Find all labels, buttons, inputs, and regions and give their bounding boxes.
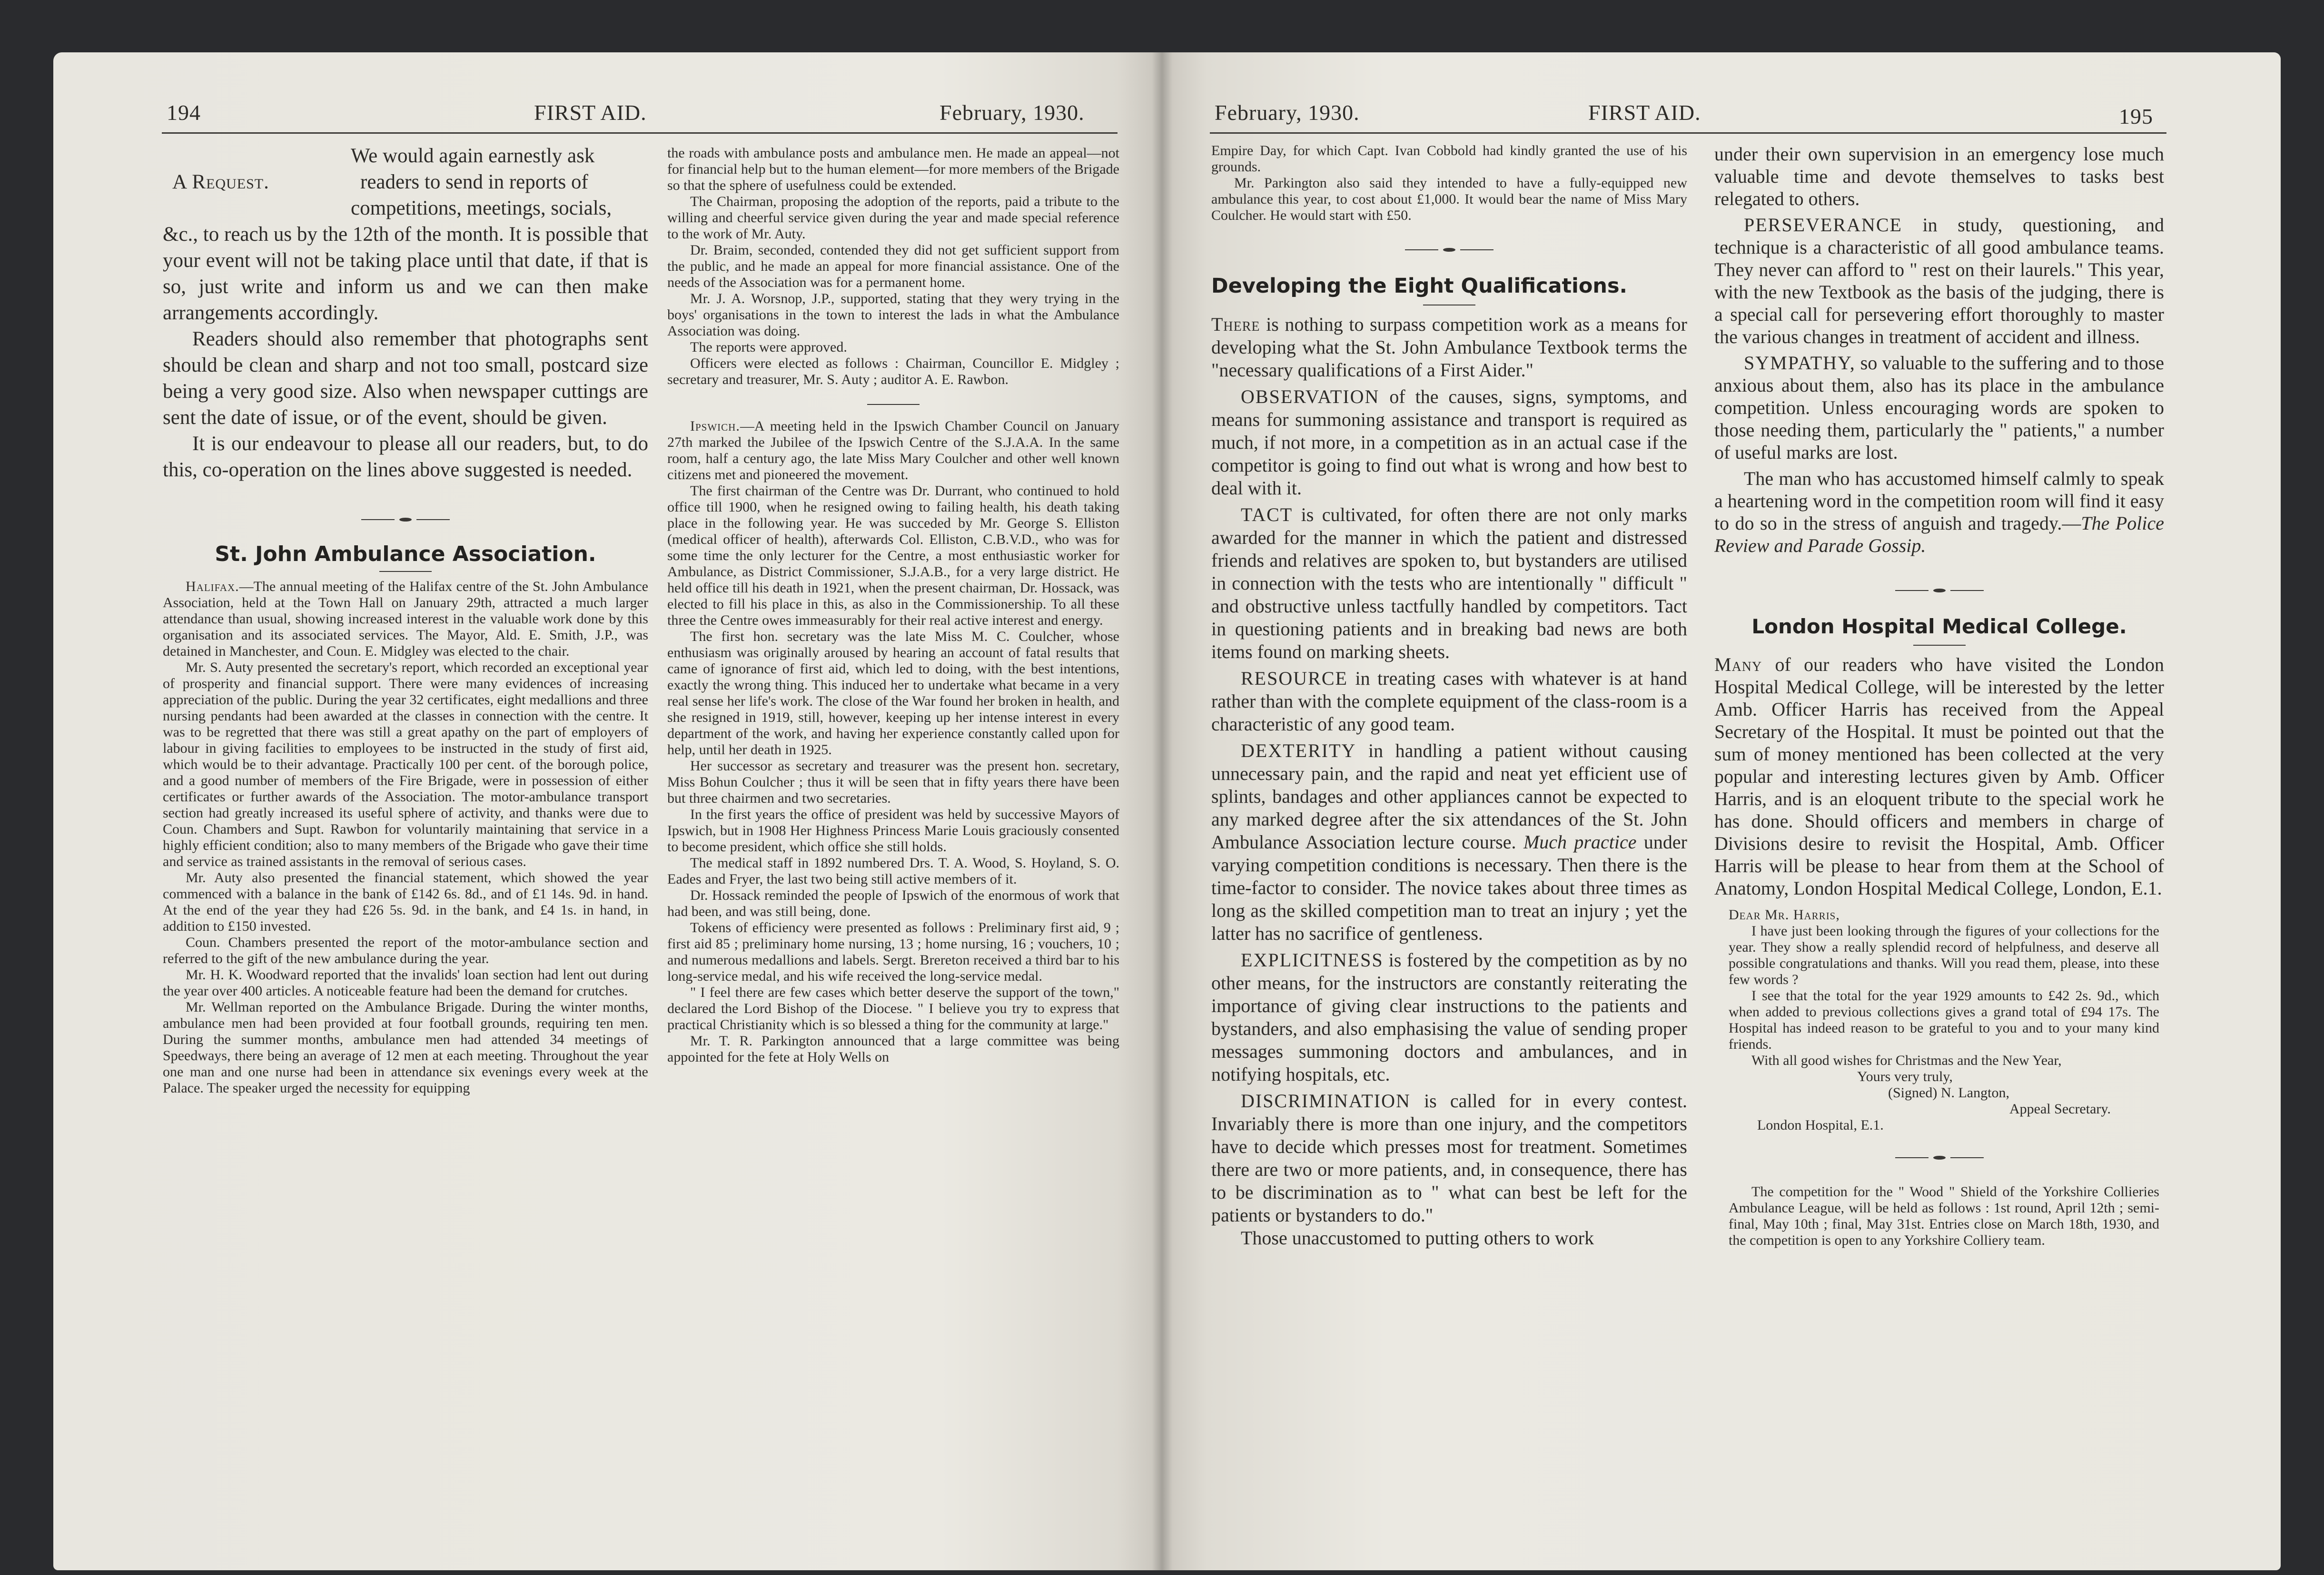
letter-signature: (Signed) N. Langton,	[1888, 1085, 2009, 1101]
request-photos: Readers should also remember that photographs sent should be clean and sharp and not too small, postcard size being a very good size. Also when newspaper cuttings are sent the date of issue, or of the event, should be given.	[163, 328, 648, 429]
tact-paragraph: is cultivated, for often there are not only marks awarded for the manner in which the patient and distressed friends and relatives are spoken to, but bystanders are utilised in connection with the tests who are intentionally " difficult " and obstructive unless tactfully handled by competitors. Tact in questioning patients and in breaking bad news are both items found on marking sheets.	[1211, 504, 1687, 662]
resource-word: RESOURCE	[1241, 668, 1348, 689]
heartening-paragraph: The man who has accustomed himself calmly to speak a heartening word in the competition room will find it easy to do so in the stress of anguish and tragedy.—	[1714, 468, 2164, 534]
brigade-report: Mr. Wellman reported on the Ambulance Brigade. During the winter months, ambulance men had been provided at four football grounds, requiring ten men. During the summer months, ambulance men had attended 34 meetings of Speedways, there being an average of 12 men at each meeting. Throughout the year one man and one nurse had been in attendance six evenings every week at the Palace. The speaker urged the necessity for equipping	[163, 999, 648, 1096]
unaccustomed-line: Those unaccustomed to putting others to work	[1241, 1227, 1594, 1249]
loan-section-report: Mr. H. K. Woodward reported that the invalids' loan section had lent out during the year over 400 articles. A noticeable feature had been the demand for crutches.	[163, 967, 648, 999]
parkington: Mr. T. R. Parkington announced that a large committee was being appointed for the fete at Holy Wells on	[667, 1033, 1119, 1065]
roads-paragraph: the roads with ambulance posts and ambulance men. He made an appeal—not for financial help but to the human element—for more members of the Brigade so that the sphere of usefulness could be extended.	[667, 145, 1119, 193]
sja-heading: St. John Ambulance Association.	[215, 542, 596, 566]
ipswich-label: Ipswich.	[690, 418, 740, 434]
financial-statement: Mr. Auty also presented the financial statement, which showed the year commenced with a balance in the bank of £142 6s. 8d., and of £1 14s. 9d. in hand. At the end of the year they had £26 5s. 9d. in the bank, and £4 1s. in hand, in addition to £150 invested.	[163, 870, 648, 934]
letter-para-1: I have just been looking through the figures of your collections for the year. They show a really splendid record of helpfulness, and deserve all possible congratulations and thanks. Will you read them, please, into these few words ?	[1729, 923, 2159, 987]
short-rule	[867, 404, 920, 405]
secretary-report: Mr. S. Auty presented the secretary's report, which recorded an exceptional year of prosperity and financial support. There were many evidences of increasing appreciation of the public. During the year 32 certificates, eight medallions and three nursing pendants had been awarded at the classes in connection with the centre. It was to be regretted that there was still a great apathy on the part of employers of labour in giving facilities to employees to be instructed in the study of first aid, which would be to their advantage. Practically 100 per cent. of the borough police, and a good number of members of the Fire Brigade, were in possession of either certificates or further awards of the Association. The motor-ambulance transport section had greatly increased its useful sphere of activity, and thanks were due to Coun. Chambers and Supt. Rawbon for voluntarily maintaining that service in a highly efficient condition; also to many members of the Brigade who gave their time and service as trained assistants in the removal of serious cases.	[163, 660, 648, 869]
page-date: February, 1930.	[1215, 100, 1360, 125]
left-column-2	[667, 145, 1119, 1065]
discrimination-word: DISCRIMINATION	[1241, 1090, 1411, 1112]
empire-day: Empire Day, for which Capt. Ivan Cobbold had kindly granted the use of his grounds.	[1211, 143, 1687, 175]
hossack: Dr. Hossack reminded the people of Ipswich of the enormous of work that had been, and was still being, done.	[667, 887, 1119, 919]
first-chairman: The first chairman of the Centre was Dr. Durrant, who continued to hold office till 1900, when he resigned owing to failing health, his death taking place in the following year. He was succeded by Mr. George S. Elliston (medical officer of health), afterwards Col. Elliston, C.B.V.D., who was for some time the only lecturer for the Centre, a most enthusiastic worker for Ambulance, as District Commissioner, S.J.A.B., for a very large district. He held office till his death in 1921, when the present chairman, Dr. Hossack, was elected to fill his place in this, as also in the Commissionership. To all these three the Centre owes immeasurably for their real active interest and energy.	[667, 483, 1119, 628]
letter-address: London Hospital, E.1.	[1757, 1117, 1884, 1133]
reports-approved: The reports were approved.	[690, 339, 847, 355]
successor: Her successor as secretary and treasurer was the present hon. secretary, Miss Bohun Coulcher ; thus it will be seen that in fifty years there have been but three chairmen and two secretaries.	[667, 758, 1119, 806]
discrimination-paragraph: is called for in every contest. Invariably there is more than one injury, and the competitors have to decide which presses most for treatment. Sometimes there are two or more patients, and, in consequence, there has to be discrimination as to " what can best be left for the patients or bystanders to do."	[1211, 1090, 1687, 1226]
page-date: February, 1930.	[939, 100, 1085, 125]
braim-paragraph: Dr. Braim, seconded, contended they did not get sufficient support from the public, and he made an appeal for more financial assistance. One of the needs of the Association was for a permanent home.	[667, 242, 1119, 290]
halifax-label: Halifax.	[186, 579, 239, 594]
letter-para-2: I see that the total for the year 1929 amounts to £42 2s. 9d., which when added to previous collections gives a grand total of £94 17s. The Hospital has indeed reason to be grateful to you and to your many kind friends.	[1729, 988, 2159, 1052]
request-rest: &c., to reach us by the 12th of the month. It is possible that your event will not be taking place until that date, if that is so, just write and inform us and we can then make arrangements accordingly.	[163, 223, 648, 324]
left-column-1	[163, 140, 648, 1096]
short-rule	[379, 571, 432, 572]
running-title: FIRST AID.	[534, 100, 647, 125]
ornament-divider	[1714, 581, 2164, 599]
left-page	[53, 52, 1162, 1570]
ipswich-meeting: —A meeting held in the Ipswich Chamber Council on January 27th marked the Jubilee of the Ipswich Centre of the S.J.A.A. In the same room, half a century ago, the late Miss Mary Coulcher and other well known citizens met and pioneered the movement.	[667, 418, 1119, 482]
supervision-paragraph: under their own supervision in an emergency lose much valuable time and devote themselves to tasks best relegated to others.	[1714, 143, 2164, 209]
ornament-divider	[163, 510, 648, 528]
letter-para-3: With all good wishes for Christmas and the New Year,	[1751, 1053, 2062, 1068]
request-line-2: readers to send in reports of	[360, 171, 588, 193]
qualifications-heading: Developing the Eight Qualifications.	[1211, 274, 1627, 298]
london-hospital-paragraph: of our readers who have visited the London Hospital Medical College, will be interested by the letter Amb. Officer Harris has received from the Appeal Secretary of the Hospital. It must be pointed out that the sum of money mentioned has been collected at the very popular and interesting lectures given by Amb. Officer Harris, and is an eloquent tribute to the special work he has done. Should officers and members in charge of Divisions desire to revisit the Hospital, Amb. Officer Harris will be please to hear from them at the School of Anatomy, London Hospital Medical College, London, E.1.	[1714, 654, 2164, 899]
perseverance-paragraph: in study, questioning, and technique is a characteristic of all good ambulance teams. They never can afford to " rest on their laurels." This year, with the new Textbook as the basis of the judging, there is a special call for persevering effort thoroughly to master the various changes in treatment of accident and illness.	[1714, 214, 2164, 347]
there-word: There	[1211, 314, 1260, 335]
officers-elected: Officers were elected as follows : Chairman, Councillor E. Midgley ; secretary and treasurer, Mr. S. Auty ; auditor A. E. Rawbon.	[667, 355, 1119, 387]
right-column-2	[1714, 143, 2164, 1249]
header-rule	[1210, 132, 2166, 134]
letter-title: Appeal Secretary.	[2009, 1101, 2111, 1117]
running-title: FIRST AID.	[1588, 100, 1701, 125]
medical-staff: The medical staff in 1892 numbered Drs. T. A. Wood, S. Hoyland, S. O. Eades and Fryer, the last two being still active members of it.	[667, 855, 1119, 887]
right-column-1	[1211, 143, 1687, 1250]
header-rule	[162, 132, 1117, 134]
perseverance-word: PERSEVERANCE	[1744, 214, 1902, 236]
wood-shield-notice: The competition for the " Wood " Shield of the Yorkshire Collieries Ambulance League, will be held as follows : 1st round, April 12th ; semi-final, May 10th ; final, May 31st. Entries close on March 18th, 1930, and the competition is open to any Yorkshire Colliery team.	[1729, 1184, 2159, 1248]
dexterity-word: DEXTERITY	[1241, 740, 1356, 761]
letter-close-1: Yours very truly,	[1857, 1069, 1953, 1084]
observation-paragraph: of the causes, signs, symptoms, and means for summoning assistance and transport is required as much, if not more, in a competition as in an actual case if the competitor is going to find out what is wrong and how best to deal with it.	[1211, 386, 1687, 499]
short-rule	[1913, 645, 1966, 646]
explicitness-word: EXPLICITNESS	[1241, 949, 1384, 971]
book-gutter	[1152, 52, 1173, 1570]
letter-salutation: Dear Mr. Harris,	[1729, 907, 1840, 923]
bishop-quote: " I feel there are few cases which better deserve the support of the town," declared the Lord Bishop of the Diocese. " I believe you try to express that practical Christianity which is so blessed a thing for the community at large."	[667, 984, 1119, 1033]
ornament-divider	[1211, 240, 1687, 258]
page-number: 194	[167, 100, 201, 125]
new-ambulance: Mr. Parkington also said they intended to have a fully-equipped new ambulance this year, to cost about £1,000. It would bear the name of Miss Mary Coulcher. He would start with £50.	[1211, 175, 1687, 223]
observation-word: OBSERVATION	[1241, 386, 1380, 407]
halifax-report: —The annual meeting of the Halifax centre of the St. John Ambulance Association, held at the Town Hall on January 29th, attracted a much larger attendance than usual, showing increased interest in the valuable work done by this organisation and its associated services. The Mayor, Ald. E. Smith, J.P., was detained in Manchester, and Coun. E. Midgley was elected to the chair.	[163, 579, 648, 659]
intro-paragraph: is nothing to surpass competition work as a means for developing what the St. John Ambulance Textbook terms the "necessary qualifications of a First Aider."	[1211, 314, 1687, 381]
page-number: 195	[2119, 104, 2153, 128]
dexterity-emphasis: Much practice	[1523, 831, 1637, 853]
police-review-source: The Police Review and Parade Gossip.	[1714, 512, 2165, 556]
request-cooperation: It is our endeavour to please all our readers, but, to do this, co-operation on the lines above suggested is needed.	[163, 433, 648, 481]
president: In the first years the office of president was held by successive Mayors of Ipswich, but in 1908 Her Highness Princess Marie Louis graciously consented to become president, which office she still holds.	[667, 807, 1119, 855]
many-word: Many	[1714, 654, 1762, 675]
harris-letter	[1714, 907, 2164, 1133]
dexterity-paragraph-b: under varying competition conditions is necessary. Then there is the time-factor to consider. The novice takes about three times as long as the skilled competition man to treat an injury ; yet the latter has no sacrifice of gentleness.	[1211, 831, 1687, 944]
request-side-label: A Request.	[172, 171, 269, 193]
first-secretary: The first hon. secretary was the late Miss M. C. Coulcher, whose enthusiasm was originally aroused by hearing an account of fatal results that came of ignorance of first aid, which led to doing, with the best intentions, exactly the wrong thing. This induced her to undertake what became in a very real sense her life's work. The close of the War found her broken in health, and she resigned in 1919, still, however, keeping up her intense interest in every department of the work, and having her experience constantly called upon for help, until her death in 1925.	[667, 629, 1119, 758]
worsnop-paragraph: Mr. J. A. Worsnop, J.P., supported, stating that they wery trying in the boys' organisations in the town to interest the lads in what the Ambulance Association was doing.	[667, 291, 1119, 339]
tokens: Tokens of efficiency were presented as follows : Preliminary first aid, 9 ; first aid 85 ; preliminary home nursing, 13 ; home nursing, 16 ; vouchers, 10 ; and numerous medallions and labels. Sergt. Brereton received a third bar to his long-service medal, and his wife received the long-service medal.	[667, 920, 1119, 984]
ornament-divider	[1714, 1148, 2164, 1166]
right-page	[1162, 52, 2281, 1570]
sympathy-word: SYMPATHY,	[1744, 352, 1856, 374]
dexterity-paragraph-a: in handling a patient without causing unnecessary pain, and the rapid and neat yet efficient use of splints, bandages and other appliances cannot be expected to any marked degree after the six attendances of the St. John Ambulance Association lecture course.	[1211, 740, 1687, 853]
sympathy-paragraph: so valuable to the suffering and to those anxious about them, also has its place in the ambulance competition. Unless encouraging words are spoken to those needing them, particularly the " patients," a number of useful marks are lost.	[1714, 352, 2164, 463]
request-line-3: competitions, meetings, socials,	[351, 197, 612, 219]
resource-paragraph: in treating cases with whatever is at hand rather than with the complete equipment of the class-room is a characteristic of any good team.	[1211, 668, 1687, 735]
explicitness-paragraph: is fostered by the competition as by no other means, for the instructors are constantly reiterating the importance of giving clear instructions to the patients and bystanders, and also emphasising the value of sending proper messages summoning doctors and ambulances, and in notifying hospitals, etc.	[1211, 949, 1687, 1085]
london-hospital-heading: London Hospital Medical College.	[1751, 615, 2127, 638]
motor-ambulance-report: Coun. Chambers presented the report of the motor-ambulance section and referred to the gift of the new ambulance during the year.	[163, 935, 648, 966]
tact-word: TACT	[1241, 504, 1293, 525]
request-line-1: We would again earnestly ask	[351, 145, 595, 167]
chairman-paragraph: The Chairman, proposing the adoption of the reports, paid a tribute to the willing and cheerful service given during the year and made special reference to the work of Mr. Auty.	[667, 194, 1119, 242]
